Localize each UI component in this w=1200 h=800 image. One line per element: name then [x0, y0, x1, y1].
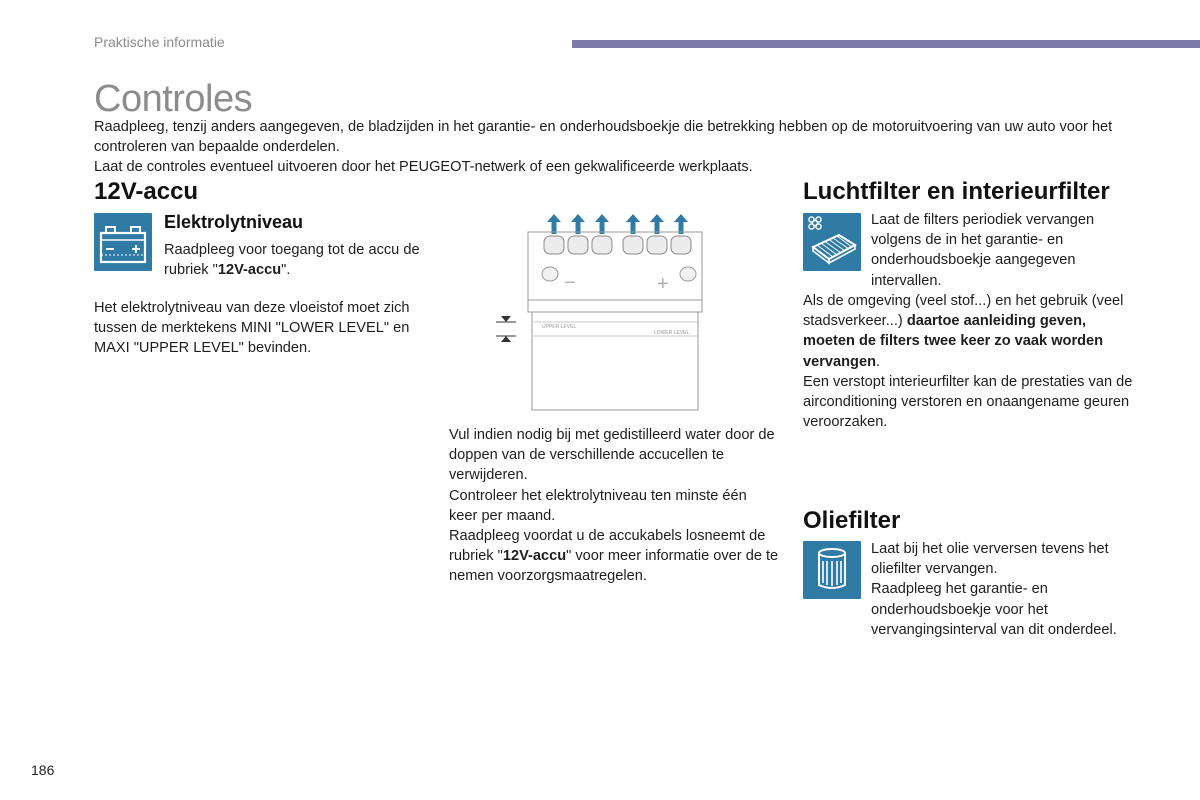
oil-filter-heading: Oliefilter: [803, 507, 901, 534]
cables-instruction: Raadpleeg voordat u de accukabels losneemt de rubriek "12V-accu" voor meer informatie over de te nemen voorzorgsmaatregelen.: [449, 528, 779, 585]
air-filter-icon: [803, 213, 861, 271]
intro-line-1: Raadpleeg, tenzij anders aangegeven, de bladzijden in het garantie- en onderhoudsboekje die betrekking hebben op de motoruitvoering van uw auto voor het controleren van bepaalde onderdelen.: [94, 119, 1113, 155]
oil-filter-text: [871, 539, 1141, 640]
battery-level-text: Het elektrolytniveau van deze vloeistof moet zich tussen de merktekens MINI "LOWER LEVEL" en MAXI "UPPER LEVEL" bevinden.: [94, 300, 410, 357]
oil-filter-text-1: Laat bij het olie verversen tevens het oliefilter vervangen.: [871, 541, 1109, 578]
oil-filter-icon: [803, 541, 861, 599]
level-markers: [496, 316, 516, 342]
upper-level-label: UPPER LEVEL: [542, 324, 577, 330]
plus-terminal-label: +: [657, 273, 669, 295]
battery-level-diagram: [492, 212, 738, 412]
battery-consult-text: Raadpleeg voor toegang tot de accu de rubriek "12V-accu".: [164, 242, 420, 279]
page-title: Controles: [94, 78, 253, 120]
oil-filter-text-2: Raadpleeg het garantie- en onderhoudsboekje voor het vervangingsinterval van dit onderdeel.: [871, 581, 1117, 638]
battery-link-label: 12V-accu: [217, 262, 282, 279]
check-instruction: Controleer het elektrolytniveau ten minste één keer per maand.: [449, 487, 747, 524]
minus-terminal-label: −: [564, 272, 576, 294]
battery-instructions: [449, 425, 779, 587]
header-section-label: Praktische informatie: [94, 34, 225, 50]
lower-level-label: LOWER LEVEL: [654, 330, 690, 336]
air-filter-text-3: Een verstopt interieurfilter kan de prestaties van de airconditioning verstoren en onaangename geuren veroorzaken.: [803, 373, 1133, 431]
intro-line-2: Laat de controles eventueel uitvoeren door het PEUGEOT-netwerk of een gekwalificeerde werkplaats.: [94, 159, 753, 175]
air-filter-text-2: Als de omgeving (veel stof...) en het gebruik (veel stadsverkeer...) daartoe aanleiding geven, moeten de filters twee keer zo vaak worden vervangen. Een verstopt interieurfilter kan de prestaties van de airconditioning verstoren en onaangename geuren veroorzaken.: [803, 291, 1133, 432]
battery-subheading: Elektrolytniveau: [164, 212, 304, 232]
cell-caps: [544, 236, 691, 254]
battery-heading: 12V-accu: [94, 178, 199, 205]
intro-text: [94, 117, 1134, 177]
cap-arrows: [547, 214, 688, 234]
battery-icon: [94, 213, 152, 271]
air-filter-text-1: Laat de filters periodiek vervangen volgens de in het garantie- en onderhoudsboekje aangegeven intervallen.: [871, 212, 1095, 289]
header-accent-bar: [572, 40, 1200, 48]
air-filter-heading: Luchtfilter en interieurfilter: [803, 178, 1110, 205]
fill-instruction: Vul indien nodig bij met gedistilleerd water door de doppen van de verschillende accucellen te verwijderen.: [449, 427, 775, 484]
page-number: 186: [31, 762, 55, 778]
